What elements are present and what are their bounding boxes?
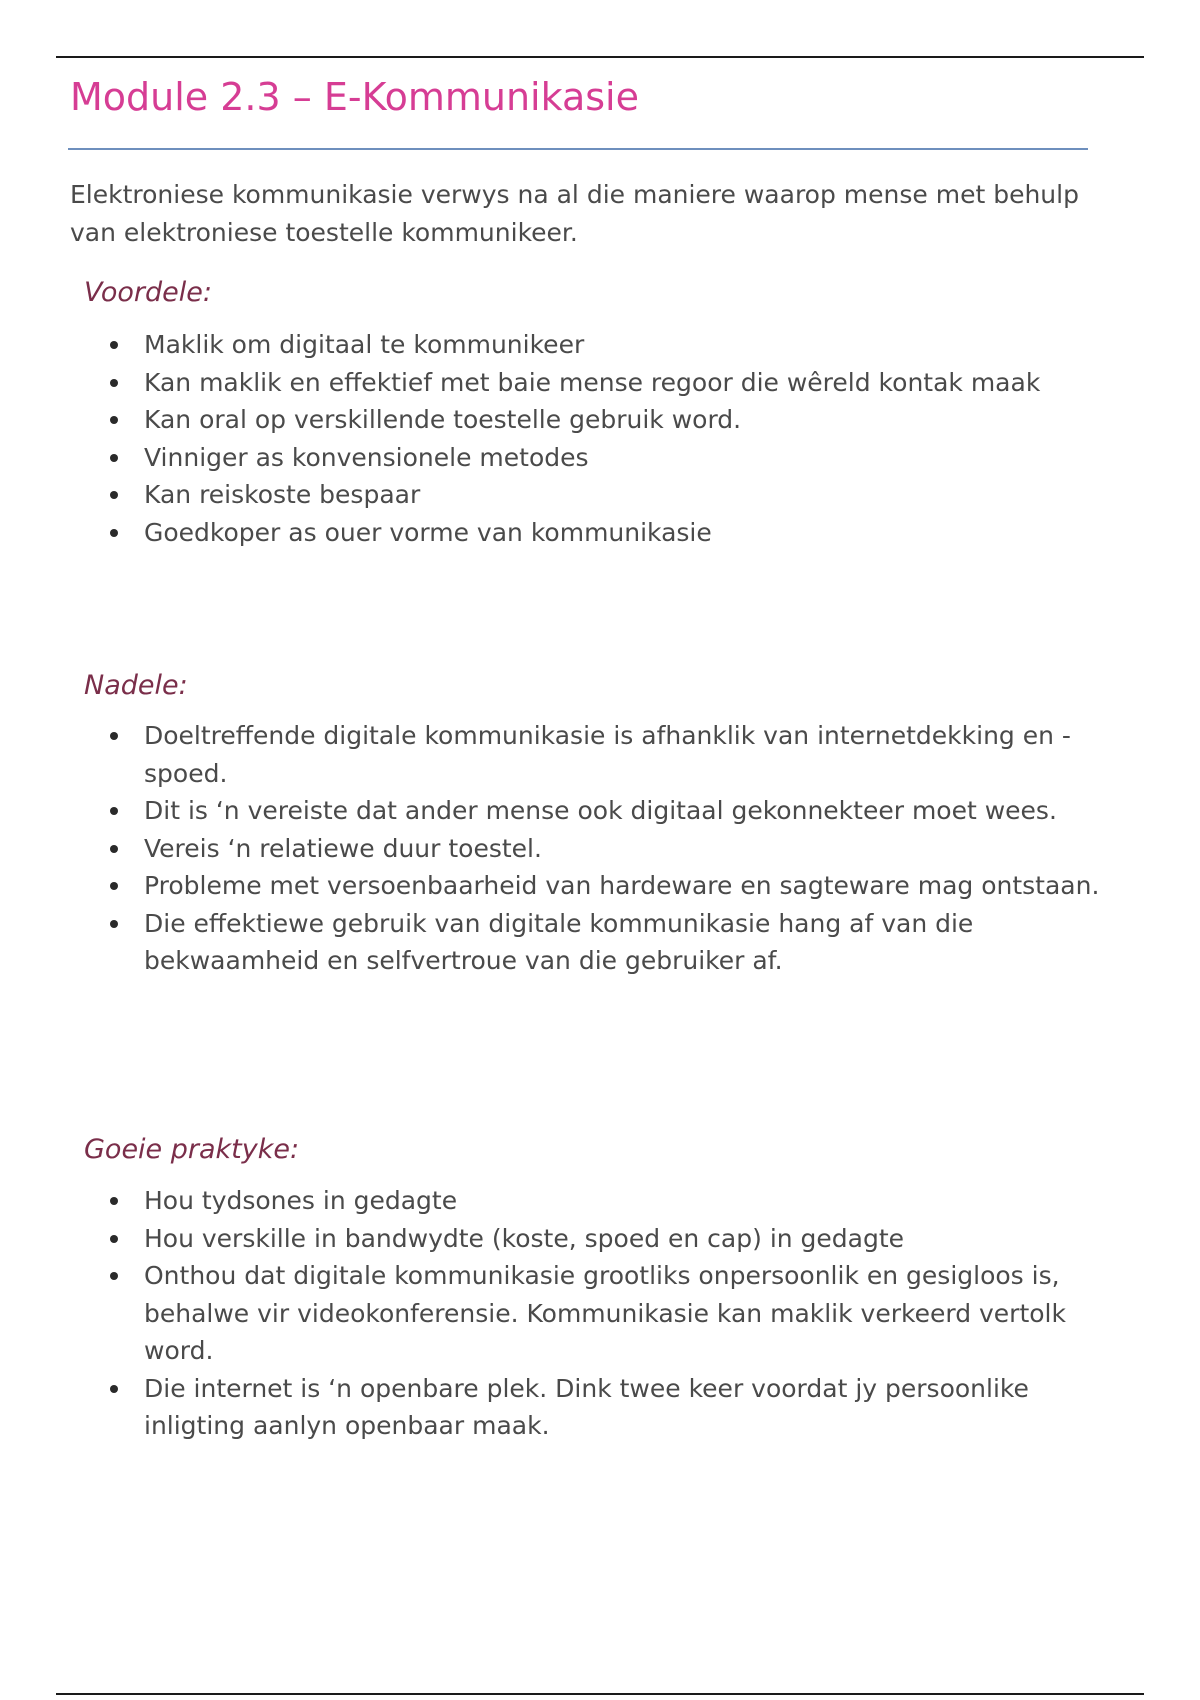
bullet-icon <box>110 341 118 349</box>
list-voordele <box>0 326 1100 551</box>
list-item-text: Kan oral op verskillende toestelle gebruik word. <box>144 405 742 434</box>
bullet-icon <box>110 491 118 499</box>
list-item-text: Die internet is ‘n openbare plek. Dink twee keer voordat jy persoonlike inligting aanlyn openbaar maak. <box>144 1373 1029 1440</box>
list-item-text: Onthou dat digitale kommunikasie grootliks onpersoonlik en gesigloos is, behalwe vir videokonferensie. Kommunikasie kan maklik verkeerd vertolk word. <box>144 1261 1066 1365</box>
list-nadele <box>0 717 1100 980</box>
section-heading-voordele: Voordele: <box>84 277 212 308</box>
section-heading-nadele: Nadele: <box>84 670 188 701</box>
bullet-icon <box>110 454 118 462</box>
list-item-text: Goedkoper as ouer vorme van kommunikasie <box>144 517 712 547</box>
bullet-icon <box>110 1197 118 1205</box>
bullet-icon <box>110 1385 118 1393</box>
list-item <box>0 326 1100 364</box>
page-title: Module 2.3 – E-Kommunikasie <box>70 75 639 119</box>
list-item-text: Hou verskille in bandwydte (koste, spoed en cap) in gedagte <box>144 1223 905 1253</box>
bullet-icon <box>110 732 118 740</box>
list-item <box>0 401 1100 439</box>
list-item <box>0 792 1100 830</box>
intro-paragraph: Elektroniese kommunikasie verwys na al die maniere waarop mense met behulp van elektroniese toestelle kommunikeer. <box>70 180 1079 247</box>
list-item-text: Kan reiskoste bespaar <box>144 480 421 509</box>
list-item <box>0 830 1100 868</box>
bullet-icon <box>110 920 118 928</box>
list-item <box>0 476 1100 514</box>
list-item-text: Maklik om digitaal te kommunikeer <box>144 330 585 359</box>
list-item-text: Hou tydsones in gedagte <box>144 1186 458 1215</box>
list-item <box>0 1182 1100 1220</box>
list-item <box>0 364 1100 402</box>
list-item <box>0 514 1100 552</box>
bullet-icon <box>110 416 118 424</box>
list-item <box>0 1370 1100 1445</box>
bullet-icon <box>110 1272 118 1280</box>
list-item-text: Doeltreffende digitale kommunikasie is afhanklik van internetdekking en -spoed. <box>144 721 1071 788</box>
list-item-text: Probleme met versoenbaarheid van hardeware en sagteware mag ontstaan. <box>144 871 1100 900</box>
page-top-rule <box>56 56 1144 58</box>
list-goeie-praktyke <box>0 1182 1100 1445</box>
list-item <box>0 717 1100 792</box>
list-item <box>0 1257 1100 1370</box>
list-item-text: Vereis ‘n relatiewe duur toestel. <box>144 833 542 863</box>
title-underline <box>68 148 1088 150</box>
bullet-icon <box>110 845 118 853</box>
list-item-text: Dit is ‘n vereiste dat ander mense ook digitaal gekonnekteer moet wees. <box>144 796 1057 825</box>
list-item <box>0 867 1100 905</box>
bullet-icon <box>110 379 118 387</box>
list-item-text: Die effektiewe gebruik van digitale kommunikasie hang af van die bekwaamheid en selfvertroue van die gebruiker af. <box>144 908 974 975</box>
list-item <box>0 439 1100 477</box>
list-item <box>0 905 1100 980</box>
list-item-text: Vinniger as konvensionele metodes <box>144 442 589 472</box>
section-heading-goeie-praktyke: Goeie praktyke: <box>84 1134 300 1165</box>
bullet-icon <box>110 882 118 890</box>
list-item-text: Kan maklik en effektief met baie mense regoor die wêreld kontak maak <box>144 367 1041 397</box>
bullet-icon <box>110 529 118 537</box>
bullet-icon <box>110 807 118 815</box>
page-bottom-rule <box>56 1693 1144 1695</box>
bullet-icon <box>110 1235 118 1243</box>
list-item <box>0 1220 1100 1258</box>
